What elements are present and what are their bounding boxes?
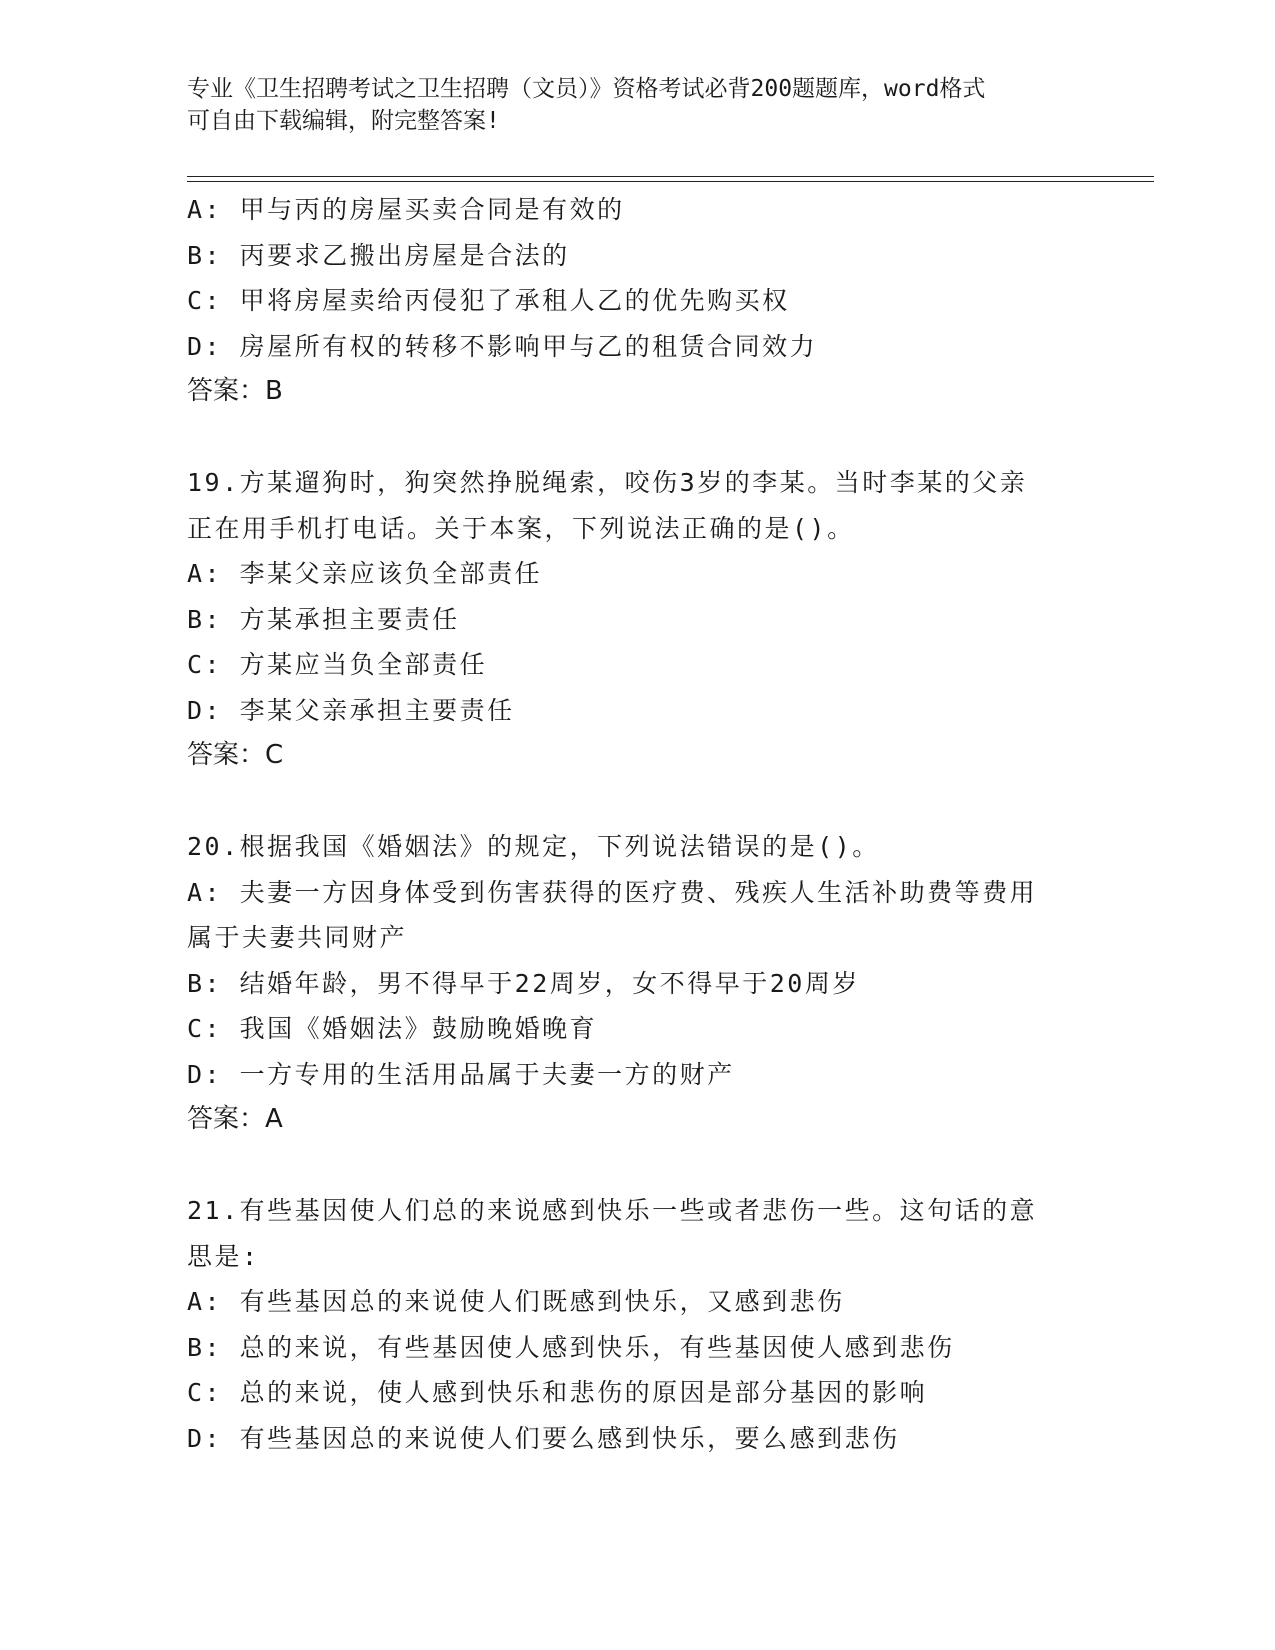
option-d: D: 有些基因总的来说使人们要么感到快乐，要么感到悲伤 [187,1423,900,1453]
question-stem-line-2: 思是: [187,1241,260,1271]
question-stem-line-2: 正在用手机打电话。关于本案，下列说法正确的是()。 [187,513,855,543]
spacer [187,1143,1087,1189]
answer-line: 答案：C [187,740,284,770]
question-stem-line-1: 21.有些基因使人们总的来说感到快乐一些或者悲伤一些。这句话的意 [187,1196,1038,1225]
option-c: C: 甲将房屋卖给丙侵犯了承租人乙的优先购买权 [187,286,790,315]
spacer [187,415,1087,461]
spacer [187,779,1087,825]
answer-line: 答案：B [187,376,283,406]
option-a: A: 有些基因总的来说使人们既感到快乐，又感到悲伤 [187,1287,845,1316]
option-b: B: 总的来说，有些基因使人感到快乐，有些基因使人感到悲伤 [187,1332,955,1362]
option-c: C: 方某应当负全部责任 [187,650,488,679]
option-b: B: 方某承担主要责任 [187,604,460,634]
option-b: B: 丙要求乙搬出房屋是合法的 [187,240,570,270]
option-c: C: 总的来说，使人感到快乐和悲伤的原因是部分基因的影响 [187,1378,928,1407]
header-divider-bottom [187,181,1154,182]
question-20 [187,824,1087,1143]
question-18 [187,187,1087,415]
option-c: C: 我国《婚姻法》鼓励晚婚晚育 [187,1014,598,1043]
question-stem-line-1: 20.根据我国《婚姻法》的规定，下列说法错误的是()。 [187,832,880,861]
option-b: B: 结婚年龄，男不得早于22周岁，女不得早于20周岁 [187,968,860,998]
option-a-continued: 属于夫妻共同财产 [187,923,408,952]
question-list [187,187,1087,1461]
option-a: A: 甲与丙的房屋买卖合同是有效的 [187,195,625,224]
header-title-line-2: 可自由下载编辑，附完整答案! [187,108,500,134]
question-stem-line-1: 19.方某遛狗时，狗突然挣脱绳索，咬伤3岁的李某。当时李某的父亲 [187,468,1028,497]
answer-line: 答案：A [187,1104,283,1134]
option-d: D: 一方专用的生活用品属于夫妻一方的财产 [187,1059,735,1089]
header-divider-top [187,176,1154,177]
document-header [187,73,1067,137]
option-d: D: 房屋所有权的转移不影响甲与乙的租赁合同效力 [187,331,818,361]
option-a: A: 李某父亲应该负全部责任 [187,559,543,588]
option-a: A: 夫妻一方因身体受到伤害获得的医疗费、残疾人生活补助费等费用 [187,877,1038,907]
option-d: D: 李某父亲承担主要责任 [187,695,515,725]
question-21 [187,1188,1087,1461]
header-title-line-1: 专业《卫生招聘考试之卫生招聘（文员）》资格考试必背200题题库，word格式 [187,76,986,102]
question-19 [187,460,1087,779]
